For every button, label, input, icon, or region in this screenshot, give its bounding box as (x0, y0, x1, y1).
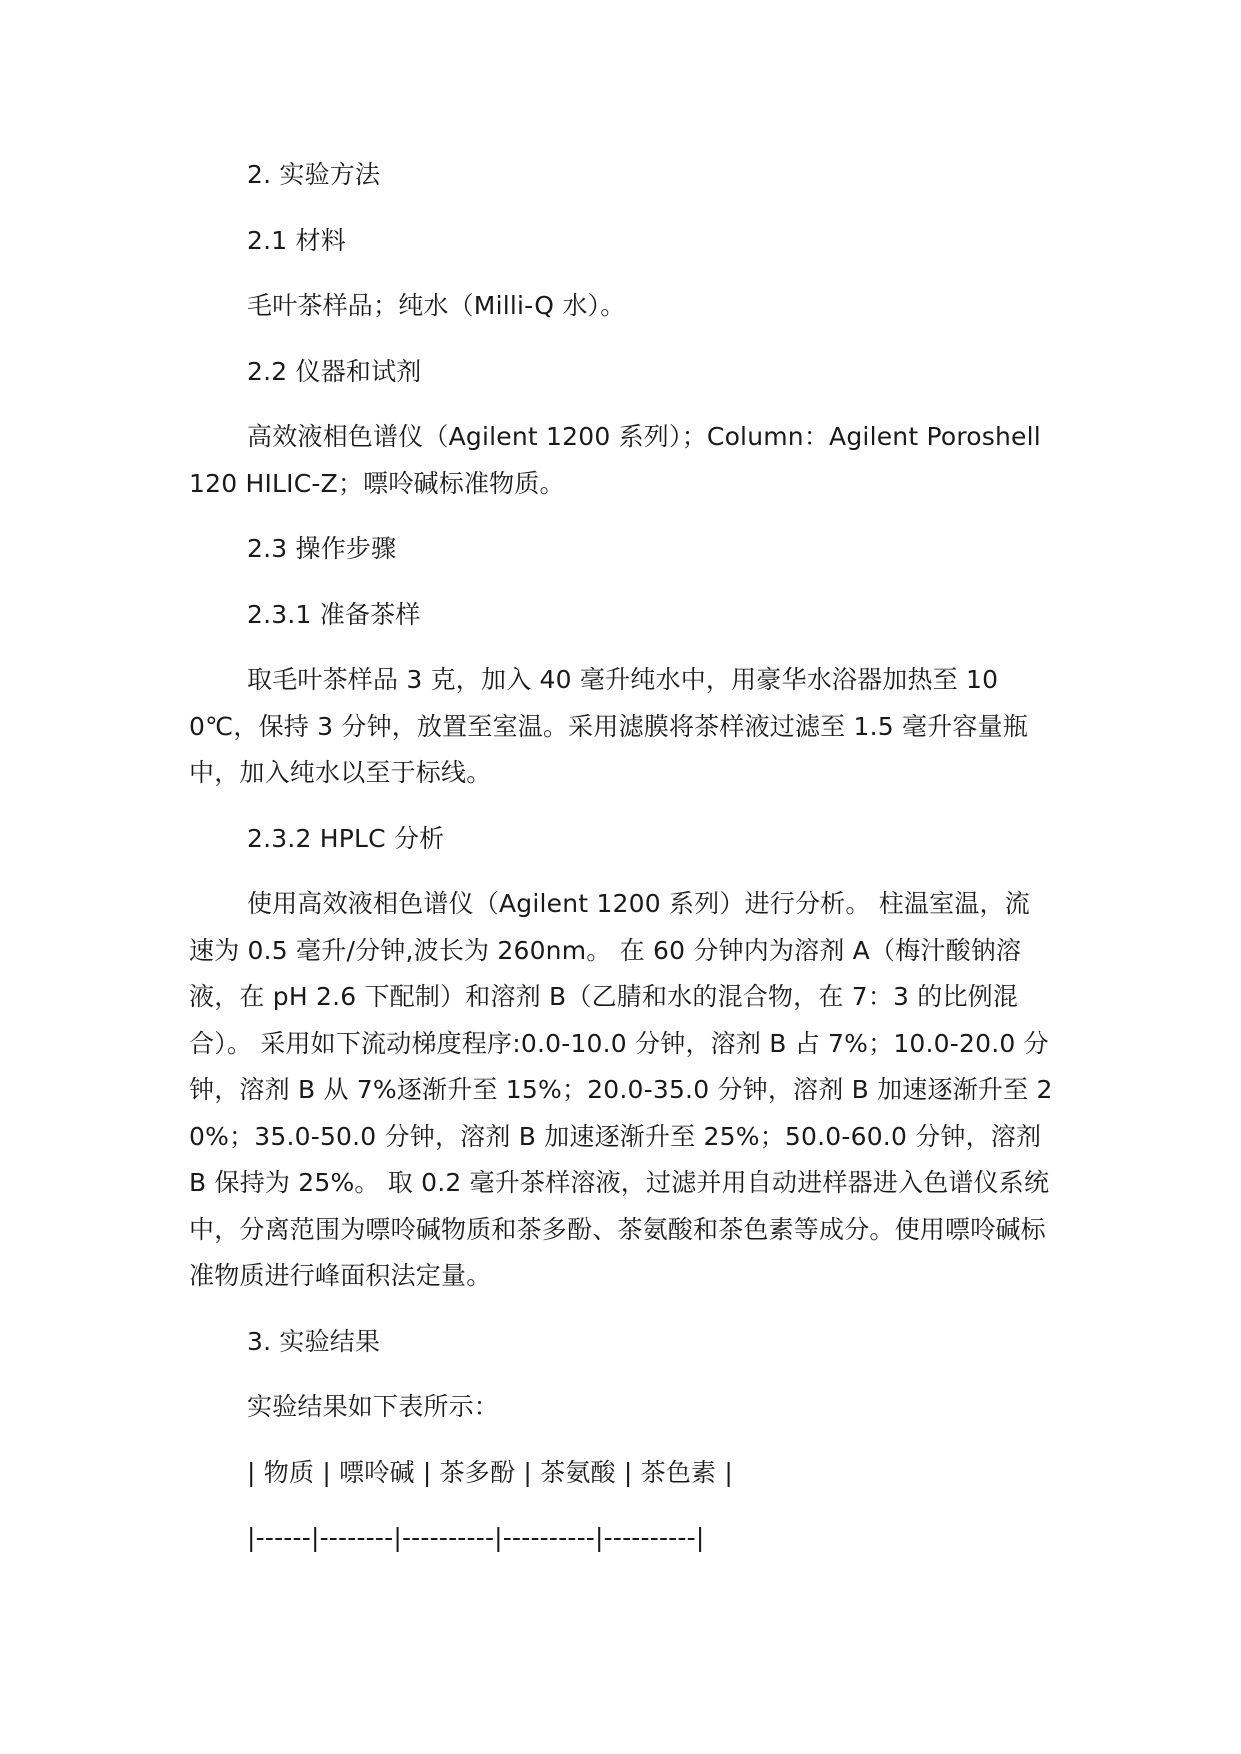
table-separator-row: |------|--------|----------|----------|----------| (247, 1523, 705, 1552)
heading-instruments-reagents: 2.2 仪器和试剂 (247, 356, 422, 386)
heading-materials: 2.1 材料 (247, 225, 346, 255)
heading-hplc-analysis: 2.3.2 HPLC 分析 (247, 823, 445, 853)
document-body (189, 152, 1054, 1581)
heading-prepare-tea-sample: 2.3.1 准备茶样 (247, 599, 421, 629)
paragraph-prepare-tea-sample: 取毛叶茶样品 3 克，加入 40 毫升纯水中，用豪华水浴器加热至 100℃，保持 3 分钟，放置至室温。采用滤膜将茶样液过滤至 1.5 毫升容量瓶中，加入纯水以至于标线。 (189, 665, 1029, 787)
paragraph-materials: 毛叶茶样品；纯水（Milli-Q 水）。 (247, 291, 626, 320)
paragraph-results-intro: 实验结果如下表所示： (247, 1392, 500, 1421)
heading-results: 3. 实验结果 (247, 1326, 381, 1356)
paragraph-hplc-analysis: 使用高效液相色谱仪（Agilent 1200 系列）进行分析。 柱温室温，流速为 0.5 毫升/分钟,波长为 260nm。 在 60 分钟内为溶剂 A（梅汁酸钠溶液，在 pH 2.6 下配制）和溶剂 B（乙腈和水的混合物，在 7：3 的比例混合）。 采用如下流动梯度程序:0.0-10.0 分钟，溶剂 B 占 7%；10.0-20.0 分钟，溶剂 B 从 7%逐渐升至 15%；20.0-35.0 分钟，溶剂 B 加速逐渐升至 20%；35.0-50.0 分钟，溶剂 B 加速逐渐升至 25%；50.0-60.0 分钟，溶剂 B 保持为 25%。 取 0.2 毫升茶样溶液，过滤并用自动进样器进入色谱仪系统中，分离范围为嘌呤碱物质和茶多酚、茶氨酸和茶色素等成分。使用嘌呤碱标准物质进行峰面积法定量。 (189, 889, 1053, 1290)
heading-experiment-method: 2. 实验方法 (247, 160, 381, 189)
heading-procedure: 2.3 操作步骤 (247, 534, 397, 563)
paragraph-instruments-reagents: 高效液相色谱仪（Agilent 1200 系列）；Column：Agilent Poroshell 120 HILIC-Z；嘌呤碱标准物质。 (189, 422, 1041, 498)
table-header-row: | 物质 | 嘌呤碱 | 茶多酚 | 茶氨酸 | 茶色素 | (247, 1457, 734, 1487)
